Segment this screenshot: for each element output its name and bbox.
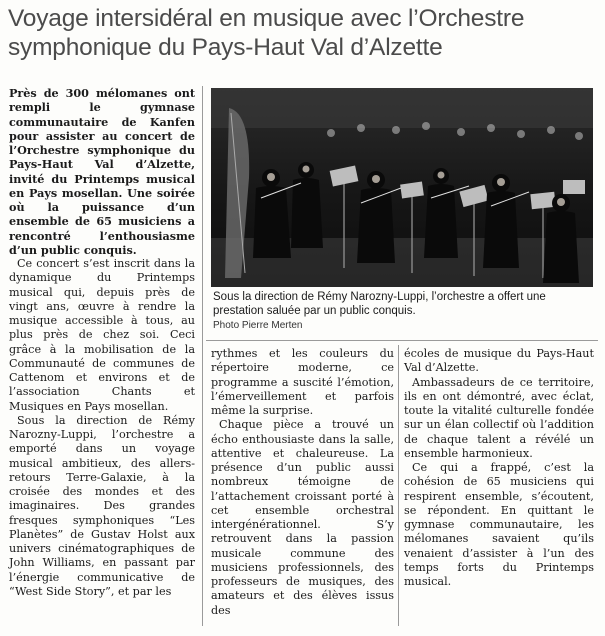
orchestra-photo [211, 88, 593, 287]
column-divider-right [398, 345, 399, 626]
photo-credit: Photo Pierre Merten [213, 320, 303, 331]
paragraph: Ce concert s’est inscrit dans la dynamique du Printemps musical qui, depuis près de vingt ans, œuvre à rendre la musique accessible à tous, au plus près de chez soi. Ceci grâce à la mobilisation de la Communauté de communes de Cattenom et environs et de l’association Chants et Musiques en Pays mosellan. [9, 257, 195, 413]
column-divider-left [202, 86, 203, 626]
paragraph: Ambassadeurs de ce territoire, ils en ont démontré, avec éclat, toute la vitalité culturelle fondée sur un élan collectif où l’addition de chaque talent a révélé un ensemble harmonieux. [404, 375, 594, 460]
paragraph: Ce qui a frappé, c’est la cohésion de 65 musiciens qui respirent ensemble, s’écoutent, se répondent. En quittant le gymnase communautaire, les mélomanes savaient qu’ils venaient d’assister à l’un des temps forts du Printemps musical. [404, 461, 594, 588]
caption-divider [206, 340, 598, 341]
paragraph: rythmes et les couleurs du répertoire moderne, ce programme a suscité l’émotion, l’émerveillement et parfois même la surprise. [211, 347, 394, 417]
paragraph: Sous la direction de Rémy Narozny-Luppi, l’orchestre a emporté dans un voyage musical ambitieux, des allers-retours Terre-Galaxie, à la croisée des mondes et des imaginaires. Des grandes fresques symphoniques “Les Planètes” de Gustav Holst aux univers cinématographiques de John Williams, en passant par l’énergie communicative de “West Side Story”, et par les [9, 413, 195, 598]
article-column-3 [404, 347, 594, 589]
paragraph: Chaque pièce a trouvé un écho enthousiaste dans la salle, attentive et chaleureuse. La présence d’un public aussi nombreux témoigne de l’attachement croissant porté à cet ensemble orchestral intergénérationnel. S’y retrouvent dans la passion musicale commune des musiciens professionnels, des professeurs de musiques, des amateurs et des élèves issus des [211, 418, 394, 617]
paragraph: écoles de musique du Pays-Haut Val d’Alzette. [404, 347, 594, 375]
article-column-2 [211, 347, 394, 618]
headline: Voyage intersidéral en musique avec l’Orchestre symphonique du Pays-Haut Val d’Alzette [8, 5, 525, 61]
paragraph: Près de 300 mélomanes ont rempli le gymnase communautaire de Kanfen pour assister au concert de l’Orchestre symphonique du Pays-Haut Val d’Alzette, invité du Printemps musical en Pays mosellan. Une soirée où la puissance d’un ensemble de 65 musiciens a rencontré l’enthousiasme d’un public conquis. [9, 86, 195, 257]
photo-caption: Sous la direction de Rémy Narozny-Luppi, l’orchestre a offert une prestation saluée par un public conquis. [213, 291, 546, 317]
article-column-1 [9, 86, 195, 599]
